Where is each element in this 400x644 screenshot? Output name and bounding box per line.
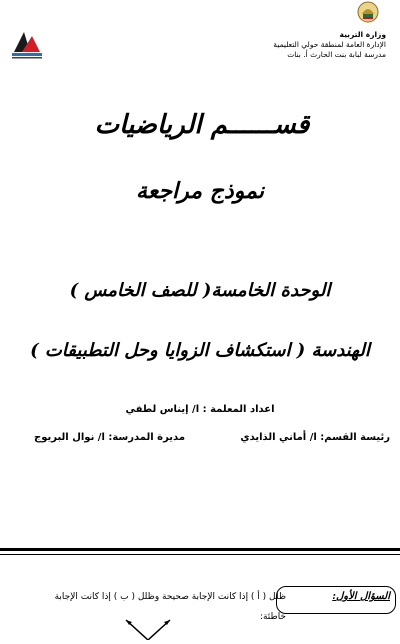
unit-title: الوحدة الخامسة( للصف الخامس ) [69,280,331,301]
school-logo [8,26,48,60]
page-divider-thin [0,554,400,555]
department-title: قســــــم الرياضيات [94,110,310,140]
question-one-title: السؤال الأول: [332,591,390,602]
directorate-name: الإدارة العامة لمنطقة حولي التعليمية [273,40,386,49]
prepared-by: اعداد المعلمة : ا/ إيناس لطفي [125,404,275,415]
ministry-name: وزارة التربية [339,30,386,39]
principal: مديرة المدرسة: ا/ نوال البريوج [34,432,186,443]
angle-figure [118,614,178,640]
school-header [236,4,386,60]
question-one-instruction: ظلل ( أ ) إذا كانت الإجابة صحيحة وظلل ( ب ) إذا كانت الإجابة [54,592,286,602]
school-name: مدرسة لبابة بنت الحارث أ. بنات [287,50,386,59]
question-one-instruction-continued: خاطئة: [259,612,286,622]
page-divider-thick [0,548,400,551]
document-type-title: نموذج مراجعة [136,178,264,204]
head-of-department: رئيسة القسم: ا/ أماني الذايدي [240,432,390,443]
topic-title: الهندسة ( استكشاف الزوايا وحل التطبيقات ) [30,340,370,361]
